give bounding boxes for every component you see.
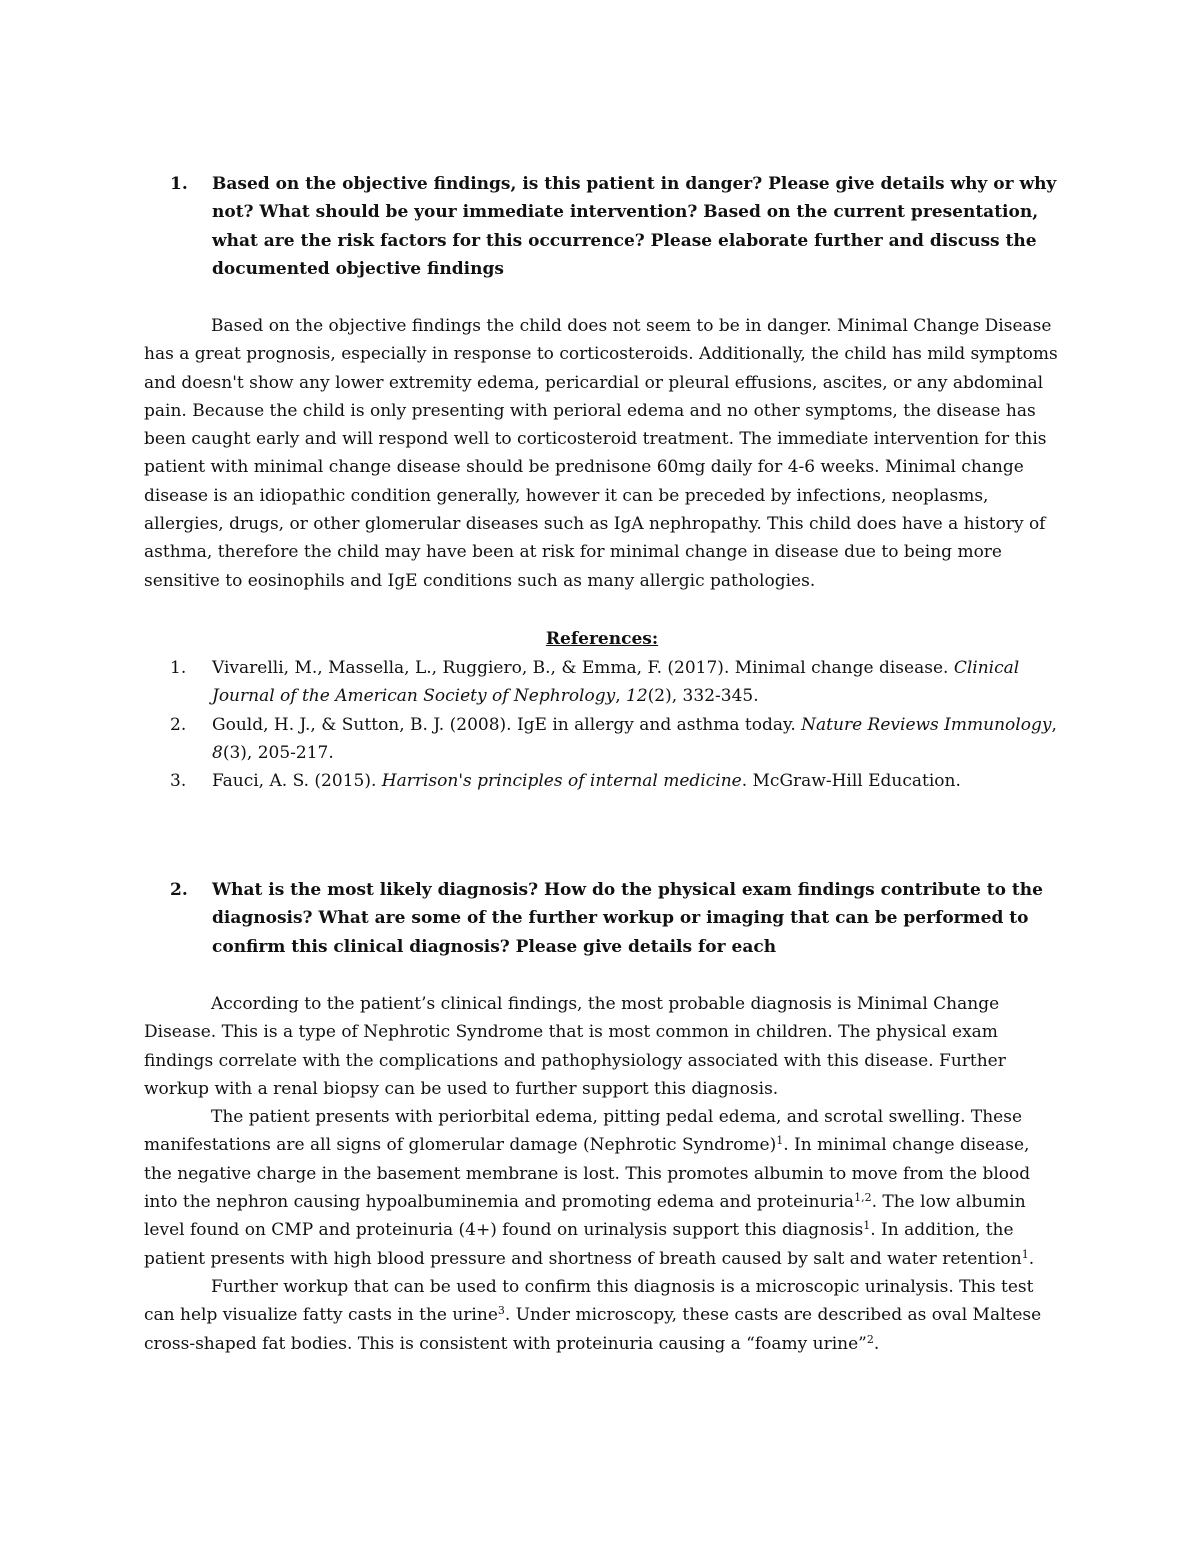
reference-item-3: 3. Fauci, A. S. (2015). Harrison's principles of internal medicine. McGraw-Hill Education. <box>170 767 1060 795</box>
journal-title: Clinical Journal of the American Society of Nephrology <box>212 658 1020 707</box>
journal-volume: 8 <box>212 742 223 763</box>
journal-title: Nature Reviews Immunology <box>801 714 1052 735</box>
answer-1-paragraph: Based on the objective findings the child does not seem to be in danger. Minimal Change Disease has a great prognosis, especially in response to corticosteroids. Additionally, the child has mild symptoms and doesn't show any lower extremity edema, pericardial or pleural effusions, ascites, or any abdominal pain. Because the child is only presenting with perioral edema and no other symptoms, the disease has been caught early and will respond well to corticosteroid treatment. The immediate intervention for this patient with minimal change disease should be prednisone 60mg daily for 4-6 weeks. Minimal change disease is an idiopathic condition generally, however it can be preceded by infections, neoplasms, allergies, drugs, or other glomerular diseases such as IgA nephropathy. This child does have a history of asthma, therefore the child may have been at risk for minimal change in disease due to being more sensitive to eosinophils and IgE conditions such as many allergic pathologies. <box>144 316 1058 591</box>
question-1-number: 1. <box>170 174 188 194</box>
references-heading: References: <box>545 629 659 649</box>
citation-superscript: 1 <box>1021 1247 1029 1261</box>
question-2 <box>170 876 1060 961</box>
citation-superscript: 1,2 <box>854 1191 872 1205</box>
citation-superscript: 1 <box>863 1219 871 1233</box>
references-list <box>170 654 1060 795</box>
question-2-text: What is the most likely diagnosis? How do the physical exam findings contribute to the diagnosis? What are some of the further workup or imaging that can be performed to confirm this clinical diagnosis? Please give details for each <box>212 880 1043 957</box>
book-title: Harrison's principles of internal medicine <box>381 771 742 792</box>
question-1 <box>170 170 1060 283</box>
reference-item-1: 1. Vivarelli, M., Massella, L., Ruggiero, B., & Emma, F. (2017). Minimal change disease. Clinical Journal of the American Society of Nephrology, 12(2), 332-345. <box>170 654 1060 711</box>
journal-volume: 12 <box>626 686 648 707</box>
answer-2-paragraph-1: According to the patient’s clinical findings, the most probable diagnosis is Minimal Change Disease. This is a type of Nephrotic Syndrome that is most common in children. The physical exam findings correlate with the complications and pathophysiology associated with this disease. Further workup with a renal biopsy can be used to further support this diagnosis. <box>144 994 1006 1099</box>
answer-2-paragraph-3: Further workup that can be used to confirm this diagnosis is a microscopic urinalysis. This test can help visualize fatty casts in the urine$^3$. Under microscopy, these casts are described as oval Maltese cross-shaped fat bodies. This is consistent with proteinuria causing a “foamy urine”$^2$. <box>144 1276 1042 1354</box>
citation-superscript: 3 <box>497 1304 505 1318</box>
reference-number: 2. <box>170 714 187 735</box>
citation-superscript: 1 <box>776 1134 784 1148</box>
reference-number: 1. <box>170 658 187 678</box>
answer-2 <box>144 990 1060 1358</box>
question-1-text: Based on the objective findings, is this patient in danger? Please give details why or why not? What should be your immediate intervention? Based on the current presentation, what are the risk factors for this occurrence? Please elaborate further and discuss the documented objective findings <box>212 174 1057 279</box>
reference-number: 3. <box>170 771 187 792</box>
reference-item-2: 2. Gould, H. J., & Sutton, B. J. (2008). IgE in allergy and asthma today. Nature Reviews Immunology, 8(3), 205-217. <box>170 711 1060 768</box>
answer-2-paragraph-2: The patient presents with periorbital edema, pitting pedal edema, and scrotal swelling. These manifestations are all signs of glomerular damage (Nephrotic Syndrome)$^1$. In minimal change disease, the negative charge in the basement membrane is lost. This promotes albumin to move from the blood into the nephron causing hypoalbuminemia and promoting edema and proteinuria$^{1,2}$. The low albumin level found on CMP and proteinuria (4+) found on urinalysis support this diagnosis$^1$. In addition, the patient presents with high blood pressure and shortness of breath caused by salt and water retention$^1$. <box>144 1107 1035 1269</box>
question-2-number: 2. <box>170 880 188 900</box>
citation-superscript: 2 <box>866 1332 874 1346</box>
answer-1 <box>144 312 1060 595</box>
